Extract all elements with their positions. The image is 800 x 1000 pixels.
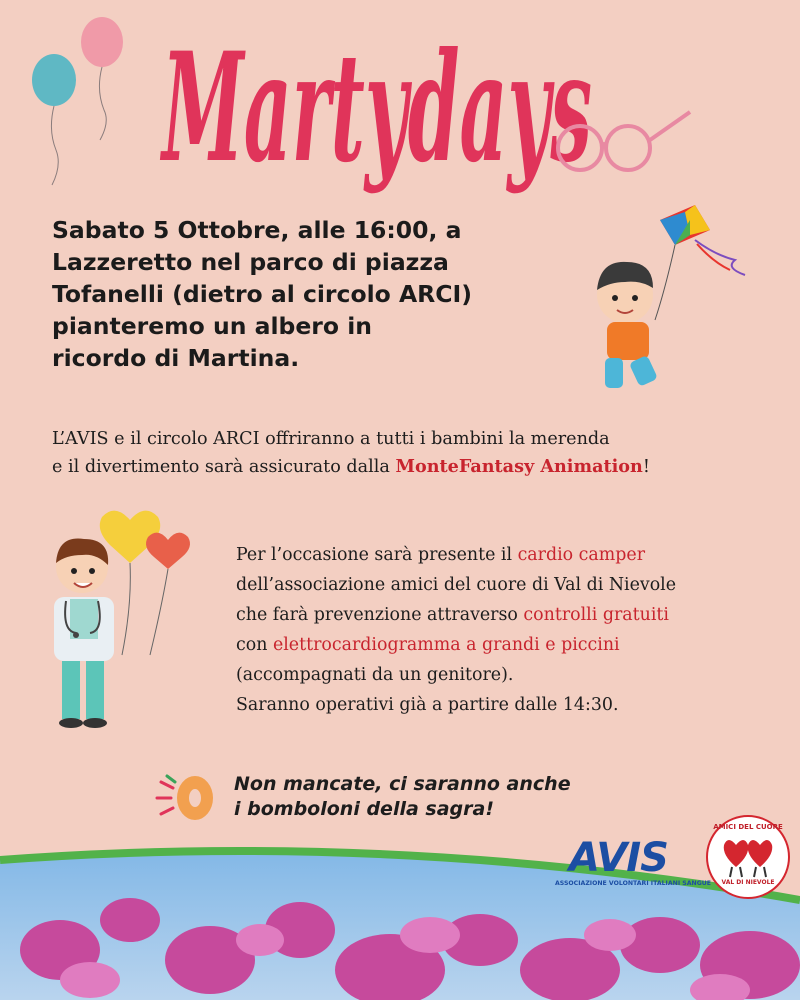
amici-logo-top-text: AMICI DEL CUORE (713, 823, 783, 831)
cardio-line-3-text: che farà prevenzione attraverso (236, 605, 524, 625)
cardio-line-4-text: con (236, 635, 273, 655)
header-artwork (0, 0, 800, 200)
cardio-line-1 (236, 540, 776, 570)
avis-logo-subtitle: ASSOCIAZIONE VOLONTARI ITALIANI SANGUE (555, 880, 712, 887)
animation-highlight: MonteFantasy Animation (395, 456, 643, 477)
intro-line: pianteremo un albero in (52, 312, 372, 340)
cardio-line-4 (236, 630, 776, 660)
intro-paragraph (52, 214, 572, 374)
merenda-paragraph (52, 425, 752, 481)
intro-line: Sabato 5 Ottobre, alle 16:00, a (52, 216, 462, 244)
merenda-line-2 (52, 453, 752, 481)
merenda-line-2-text: e il divertimento sarà assicurato dalla (52, 457, 396, 477)
merenda-line-1: L’AVIS e il circolo ARCI offriranno a tutti i bambini la merenda (52, 429, 610, 449)
intro-line: Lazzeretto nel parco di piazza (52, 248, 449, 276)
closing-line: Non mancate, ci saranno anche (234, 773, 571, 795)
cardio-paragraph (236, 540, 776, 720)
cardio-camper-highlight: cardio camper (517, 545, 646, 565)
amici-del-cuore-logo (706, 815, 790, 899)
balloons-icon (32, 17, 123, 185)
closing-line: i bomboloni della sagra! (234, 798, 494, 820)
amici-logo-bottom-text: VAL DI NIEVOLE (721, 879, 775, 886)
cardio-line-6: Saranno operativi già a partire dalle 14:30. (236, 695, 619, 715)
cardio-line-5: (accompagnati da un genitore). (236, 665, 514, 685)
cardio-line-3 (236, 600, 776, 630)
avis-logo (555, 835, 712, 895)
hearts-icon (722, 835, 774, 879)
intro-line: ricordo di Martina. (52, 344, 300, 372)
cardio-line-2: dell’associazione amici del cuore di Val di Nievole (236, 575, 677, 595)
avis-logo-text: AVIS (569, 835, 668, 881)
event-title: Martydays (159, 20, 592, 196)
doctor-boy-illustration (40, 505, 200, 735)
donut-icon (155, 768, 217, 828)
cardio-line-1-text: Per l’occasione sarà presente il (236, 545, 518, 565)
free-checks-highlight: controlli gratuiti (523, 605, 669, 625)
intro-line: Tofanelli (dietro al circolo ARCI) (52, 280, 472, 308)
kite-boy-illustration (585, 200, 755, 400)
merenda-line-2-end: ! (642, 457, 650, 477)
closing-message (234, 772, 654, 822)
ecg-highlight: elettrocardiogramma a grandi e piccini (272, 635, 620, 655)
